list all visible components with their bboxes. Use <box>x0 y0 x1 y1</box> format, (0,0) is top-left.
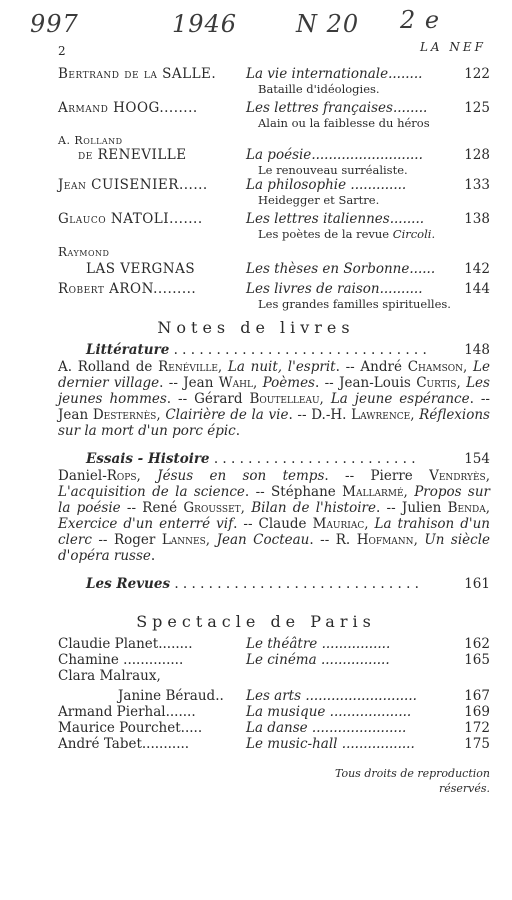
toc-author: Bertrand de la SALLE. <box>58 66 217 82</box>
text-fragment: . <box>150 548 156 564</box>
toc-subtitle: Les poètes de la revue Circoli. <box>258 227 436 241</box>
book-title: Bilan de l'histoire <box>251 500 376 516</box>
book-title: Réflexions sur la mort d'un porc épic <box>58 407 490 439</box>
toc-author: Robert ARON......... <box>58 281 197 297</box>
text-fragment: Daniel- <box>58 468 107 484</box>
text-fragment: . -- D.-H. <box>288 407 352 423</box>
book-title: Poèmes <box>262 375 315 391</box>
spectacle-page: 167 <box>464 688 490 704</box>
table-of-contents <box>58 60 490 311</box>
spectacle-entry <box>58 688 490 704</box>
toc-page: 128 <box>464 147 490 163</box>
toc-entry <box>58 147 490 163</box>
text-fragment: . <box>235 423 241 439</box>
toc-title: Les thèses en Sorbonne...... <box>246 261 436 277</box>
toc-title: La vie internationale........ <box>246 66 423 82</box>
toc-subtitle: Heidegger et Sartre. <box>258 193 380 207</box>
text-fragment: . -- Pierre <box>324 468 430 484</box>
spectacle-title: Le théâtre ................ <box>246 636 391 652</box>
rights-line-1: Tous droits de reproduction <box>334 767 490 780</box>
toc-entry <box>58 177 490 193</box>
text-fragment: , <box>136 468 158 484</box>
toc-subtitle: Bataille d'idéologies. <box>258 82 380 96</box>
book-title: Propos sur la poésie <box>58 484 490 516</box>
text-fragment: . -- Jean <box>58 391 490 423</box>
toc-title: La poésie.......................... <box>246 147 423 163</box>
toc-entry <box>58 66 490 82</box>
spectacle-page: 162 <box>464 636 490 652</box>
spectacle-entry <box>58 704 490 720</box>
author-name: Lawrence <box>351 407 411 423</box>
author-name: Hofmann <box>356 532 414 548</box>
toc-entry <box>58 281 490 297</box>
spectacle-author: Armand Pierhal....... <box>58 704 196 720</box>
toc-author-line1: Raymond <box>58 245 110 259</box>
toc-page: 122 <box>464 66 490 82</box>
handwritten-note: 2 e <box>400 6 441 34</box>
toc-author: de RENEVILLE <box>78 147 187 163</box>
spectacle-list <box>58 636 490 752</box>
category-revues: Les Revues . . . . . . . . . . . . . . . . . . . . . . . . . . . . . 161 <box>86 576 490 592</box>
author-name: Rops <box>106 468 137 484</box>
text-fragment: . -- Julien <box>375 500 448 516</box>
text-fragment: . -- Jean <box>159 375 219 391</box>
text-fragment: , <box>364 516 375 532</box>
text-fragment: -- René <box>120 500 184 516</box>
spectacle-entry <box>58 652 490 668</box>
running-head: LA NEF <box>419 40 486 54</box>
litterature-reviews <box>58 359 490 439</box>
author-name: Renéville <box>158 359 218 375</box>
toc-page: 142 <box>464 261 490 277</box>
text-fragment: , <box>217 359 228 375</box>
handwritten-number: 997 <box>30 10 79 38</box>
toc-entry <box>58 245 490 259</box>
toc-entry <box>58 211 490 227</box>
text-fragment: . -- André <box>335 359 408 375</box>
book-title: Exercice d'un enterré vif <box>58 516 234 532</box>
toc-title: Les livres de raison.......... <box>246 281 423 297</box>
spectacle-page: 175 <box>464 736 490 752</box>
text-fragment: , <box>463 359 474 375</box>
text-fragment: , <box>456 375 467 391</box>
spectacle-title: Les arts .......................... <box>246 688 417 704</box>
spectacle-entry <box>58 668 490 684</box>
book-title: La jeune espérance <box>330 391 470 407</box>
handwritten-year: 1946 <box>172 10 238 38</box>
text-fragment: , <box>403 484 415 500</box>
spectacle-title: La danse ...................... <box>246 720 407 736</box>
author-name: Chamson <box>407 359 463 375</box>
text-fragment: , <box>319 391 331 407</box>
book-title: Jésus en son temps <box>157 468 325 484</box>
spectacle-page: 172 <box>464 720 490 736</box>
author-name: Mallarmé <box>342 484 404 500</box>
author-name: Benda <box>447 500 486 516</box>
notes-section <box>58 342 490 593</box>
essais-reviews <box>58 468 490 564</box>
spectacle-author: Claudie Planet........ <box>58 636 193 652</box>
spectacle-author: Maurice Pourchet..... <box>58 720 203 736</box>
author-name: Wahl <box>218 375 253 391</box>
text-fragment: . -- Gérard <box>166 391 250 407</box>
spectacle-page: 165 <box>464 652 490 668</box>
author-name: Boutelleau <box>249 391 320 407</box>
spectacle-entry <box>58 720 490 736</box>
toc-entry <box>58 261 490 277</box>
author-name: Desternès <box>92 407 157 423</box>
spectacle-entry <box>58 736 490 752</box>
text-fragment: . -- Jean-Louis <box>314 375 417 391</box>
spectacle-page: 169 <box>464 704 490 720</box>
spectacle-author: Janine Béraud.. <box>118 688 224 704</box>
spectacle-title: La musique ................... <box>246 704 412 720</box>
author-name: Curtis <box>416 375 457 391</box>
book-title: Jean Cocteau <box>216 532 310 548</box>
book-title: La nuit, l'esprit <box>227 359 336 375</box>
toc-title: La philosophie ............. <box>246 177 407 193</box>
toc-author: Jean CUISENIER...... <box>58 177 208 193</box>
text-fragment: , <box>252 375 263 391</box>
text-fragment: . -- R. <box>309 532 357 548</box>
text-fragment: , <box>156 407 166 423</box>
spectacle-author: Clara Malraux, <box>58 668 161 684</box>
author-name: Vendryès <box>429 468 486 484</box>
rights-notice <box>335 766 490 796</box>
text-fragment: , <box>413 532 425 548</box>
notes-heading: Notes de livres <box>157 318 355 337</box>
toc-author: Glauco NATOLI....... <box>58 211 203 227</box>
spectacle-author: Chamine .............. <box>58 652 184 668</box>
toc-page: 144 <box>464 281 490 297</box>
text-fragment: A. Rolland de <box>58 359 159 375</box>
spectacle-title: Le music-hall ................. <box>246 736 415 752</box>
toc-entry <box>58 100 490 116</box>
toc-entry <box>58 134 490 147</box>
category-litterature: Littérature . . . . . . . . . . . . . . . . . . . . . . . . . . . . . . 148 <box>86 342 490 358</box>
toc-page: 125 <box>464 100 490 116</box>
page-number: 2 <box>58 44 66 58</box>
toc-subtitle: Les grandes familles spirituelles. <box>258 297 451 311</box>
text-fragment: -- Roger <box>91 532 162 548</box>
author-name: Mauriac <box>312 516 365 532</box>
author-name: Grousset <box>183 500 241 516</box>
toc-title: Les lettres italiennes........ <box>246 211 425 227</box>
book-title: L'acquisition de la science <box>58 484 245 500</box>
book-title: La trahison d'un clerc <box>58 516 490 548</box>
text-fragment: . -- Claude <box>233 516 313 532</box>
text-fragment: . -- Stéphane <box>244 484 343 500</box>
rights-line-2: réservés. <box>438 782 490 795</box>
toc-subtitle: Le renouveau surréaliste. <box>258 163 408 177</box>
book-title: Clairière de la vie <box>165 407 289 423</box>
toc-title: Les lettres françaises........ <box>246 100 428 116</box>
spectacle-title: Le cinéma ................ <box>246 652 390 668</box>
book-title: Les jeunes hommes <box>58 375 490 407</box>
toc-author: Armand HOOG........ <box>58 100 198 116</box>
spectacle-author: André Tabet........... <box>58 736 190 752</box>
toc-author-line1: A. Rolland <box>58 134 123 147</box>
spectacle-entry <box>58 636 490 652</box>
toc-page: 133 <box>464 177 490 193</box>
handwritten-issue: N 20 <box>296 10 360 38</box>
text-fragment: , <box>240 500 252 516</box>
category-essais: Essais - Histoire . . . . . . . . . . . . . . . . . . . . . . . . 154 <box>86 451 490 467</box>
text-fragment: , <box>485 500 491 516</box>
text-fragment: , <box>205 532 217 548</box>
text-fragment: , <box>485 468 490 484</box>
toc-author: LAS VERGNAS <box>86 261 196 277</box>
book-title: Le dernier village <box>58 359 490 391</box>
spectacle-heading: Spectacle de Paris <box>136 612 376 631</box>
toc-page: 138 <box>464 211 490 227</box>
text-fragment: , <box>410 407 420 423</box>
book-title: Un siècle d'opéra russe <box>58 532 490 564</box>
author-name: Lannes <box>161 532 206 548</box>
toc-subtitle: Alain ou la faiblesse du héros <box>258 116 430 130</box>
